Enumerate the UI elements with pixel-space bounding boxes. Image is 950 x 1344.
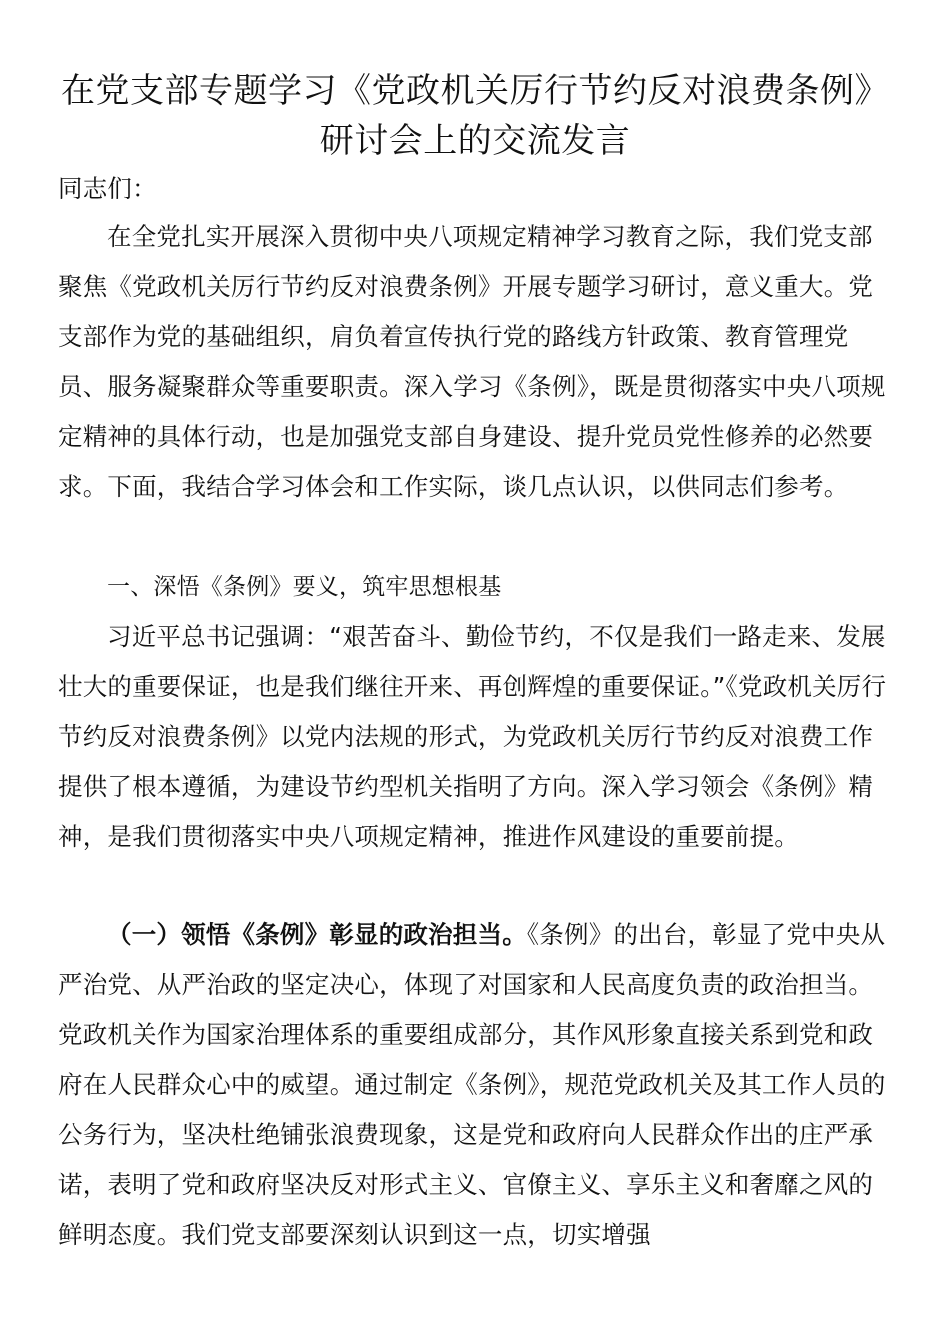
document-title: 在党支部专题学习《党政机关厉行节约反对浪费条例》研讨会上的交流发言: [61, 71, 889, 161]
subsection-1-paragraph: [58, 910, 892, 1260]
salutation: 同志们：: [58, 174, 157, 203]
subsection-1-text: 《条例》的出台，彰显了党中央从严治党、从严治政的坚定决心，体现了对国家和人民高度负责的政治担当。党政机关作为国家治理体系的重要组成部分，其作风形象直接关系到党和政府在人民群众心中的威望。通过制定《条例》，规范党政机关及其工作人员的公务行为，坚决杜绝铺张浪费现象，这是党和政府向人民群众作出的庄严承诺，表明了党和政府坚决反对形式主义、官僚主义、享乐主义和奢靡之风的鲜明态度。我们党支部要深刻认识到这一点，切实增强: [58, 920, 886, 1249]
section-heading-1: 一、深悟《条例》要义，筑牢思想根基: [107, 574, 502, 600]
subsection-1-heading: （一）领悟《条例》彰显的政治担当。: [107, 920, 527, 949]
intro-paragraph: 在全党扎实开展深入贯彻中央八项规定精神学习教育之际，我们党支部聚焦《党政机关厉行节约反对浪费条例》开展专题学习研讨，意义重大。党支部作为党的基础组织，肩负着宣传执行党的路线方针政策、教育管理党员、服务凝聚群众等重要职责。深入学习《条例》，既是贯彻落实中央八项规定精神的具体行动，也是加强党支部自身建设、提升党员党性修养的必然要求。下面，我结合学习体会和工作实际，谈几点认识，以供同志们参考。: [58, 222, 886, 501]
section-1-paragraph: 习近平总书记强调：“艰苦奋斗、勤俭节约，不仅是我们一路走来、发展壮大的重要保证，也是我们继往开来、再创辉煌的重要保证。”《党政机关厉行节约反对浪费条例》以党内法规的形式，为党政机关厉行节约反对浪费工作提供了根本遵循，为建设节约型机关指明了方向。深入学习领会《条例》精神，是我们贯彻落实中央八项规定精神，推进作风建设的重要前提。: [58, 622, 887, 851]
